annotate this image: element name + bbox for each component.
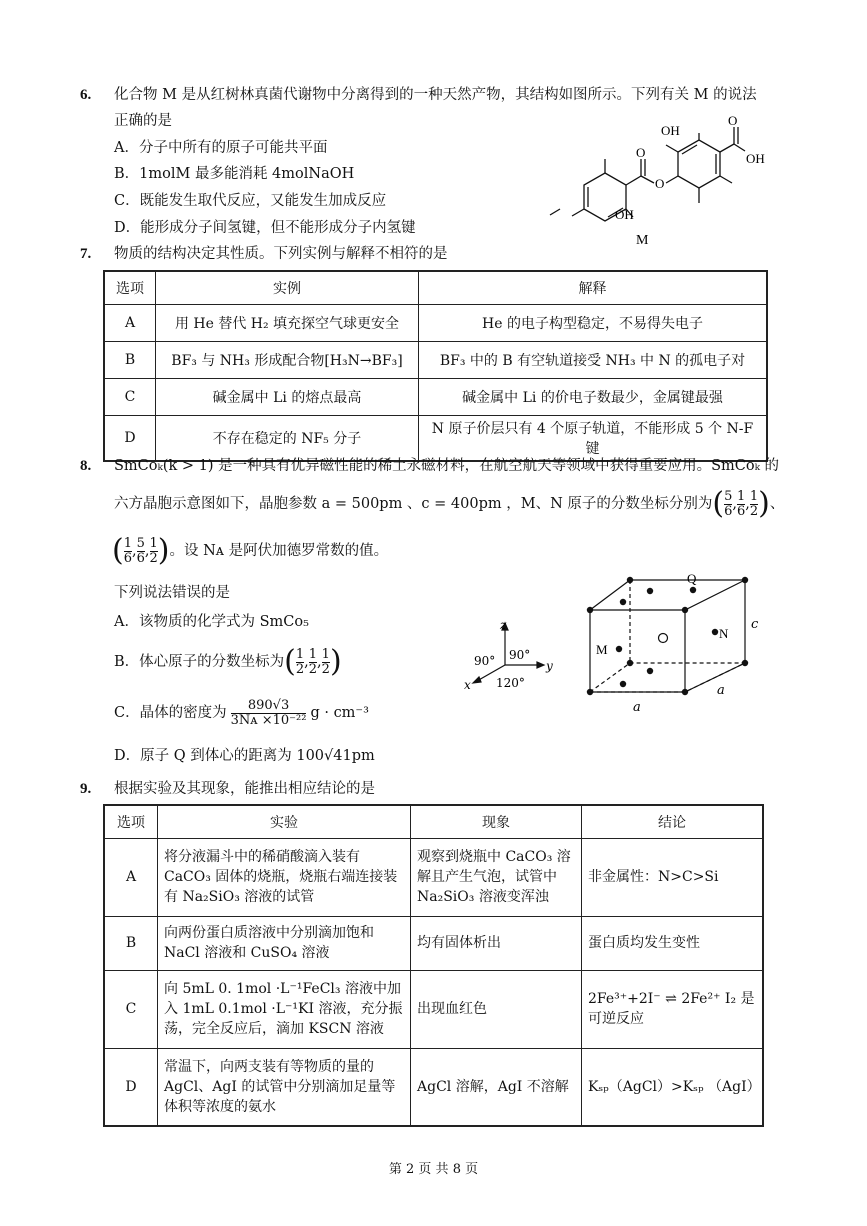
atom-n-label: N [719, 626, 729, 641]
q7-stem: 物质的结构决定其性质。下列实例与解释不相符的是 [114, 246, 448, 262]
compound-m-structure [520, 115, 770, 255]
q8-option-b-text: B．体心原子的分数坐标为 [114, 654, 285, 670]
q9-header-phenomenon: 现象 [411, 805, 582, 838]
q9-row-d-phenomenon: AgCl 溶解，AgI 不溶解 [411, 1048, 582, 1126]
q9-row-b-conclusion: 蛋白质均发生变性 [582, 916, 764, 970]
n-coord-x: $\frac{1}{6}$ [123, 535, 132, 566]
q7-row-d-example: 不存在稳定的 NF₅ 分子 [156, 415, 419, 461]
o-carboxyl-label: O [728, 115, 738, 128]
q8-stem-line3-text: 。设 Nᴀ 是阿伏加德罗常数的值。 [169, 543, 389, 559]
q6-option-a: A．分子中所有的原子可能共平面 [114, 140, 328, 156]
q8-subquestion: 下列说法错误的是 [114, 585, 230, 601]
page-footer: 第 2 页 共 8 页 [388, 1162, 479, 1177]
q7-row-d-option: D [104, 415, 156, 461]
o-ester-carbonyl-label: O [636, 145, 646, 160]
q8-option-d: D．原子 Q 到体心的距离为 100√41pm [114, 748, 375, 764]
angle-xy-label: 120° [496, 676, 525, 690]
q8-stem-line1: SmCoₖ(k > 1) 是一种具有优异磁性能的稀土永磁材料，在航空航天等领域中获得重要应用。SmCoₖ 的 [114, 458, 780, 474]
q9-row-a-phenomenon: 观察到烧瓶中 CaCO₃ 溶解且产生气泡，试管中 Na₂SiO₃ 溶液变浑浊 [411, 838, 582, 916]
q9-row-c-phenomenon: 出现血红色 [411, 970, 582, 1048]
q9-number: 9. [80, 781, 92, 797]
q7-number: 7. [80, 246, 92, 262]
q8-option-b: B．体心原子的分数坐标为( $\frac{1}{2}$ , $\frac{1}{2}$ , $\frac{1}{2}$ ) [114, 644, 342, 679]
q6-stem-line2: 正确的是 [114, 113, 172, 129]
density-unit: g · cm⁻³ [310, 705, 369, 721]
axis-z-label: z [500, 618, 507, 632]
atom-q-label: Q [687, 571, 697, 586]
q9-row-a-experiment: 将分液漏斗中的稀硝酸滴入装有 CaCO₃ 固体的烧瓶，烧瓶右端连接装有 Na₂SiO₃ 溶液的试管 [158, 838, 411, 916]
compound-label: M [636, 233, 649, 248]
body-coord-z: $\frac{1}{2}$ [321, 646, 330, 677]
q7-row-b-explanation: BF₃ 中的 B 有空轨道接受 NH₃ 中 N 的孤电子对 [419, 341, 768, 378]
n-coord-y: $\frac{5}{6}$ [136, 535, 145, 566]
angle-xz-label: 90° [474, 654, 496, 668]
q7-header-option: 选项 [104, 271, 156, 304]
q9-row-b-experiment: 向两份蛋白质溶液中分别滴加饱和 NaCl 溶液和 CuSO₄ 溶液 [158, 916, 411, 970]
q9-row-b-phenomenon: 均有固体析出 [411, 916, 582, 970]
q7-row-c-example: 碱金属中 Li 的熔点最高 [156, 378, 419, 415]
param-c-label: c [751, 617, 759, 632]
q9-row-c-experiment: 向 5mL 0. 1mol ·L⁻¹FeCl₃ 溶液中加入 1mL 0.1mol ·L⁻¹KI 溶液，充分振荡，完全反应后，滴加 KSCN 溶液 [158, 970, 411, 1048]
q7-header-example: 实例 [156, 271, 419, 304]
q9-row-a-conclusion: 非金属性：N>C>Si [582, 838, 764, 916]
q9-table [103, 804, 764, 1127]
q8-stem-line3: ( $\frac{1}{6}$ , $\frac{5}{6}$ , $\frac{1}{2}$ )。设 Nᴀ 是阿伏加德罗常数的值。 [112, 533, 389, 568]
oh-bottom-label: OH [615, 207, 634, 222]
q9-row-d-option: D [104, 1048, 158, 1126]
m-coord-y: $\frac{1}{6}$ [737, 488, 746, 519]
q7-row-a-explanation: He 的电子构型稳定，不易得失电子 [419, 304, 768, 341]
body-coord-x: $\frac{1}{2}$ [295, 646, 305, 677]
q7-row-c-option: C [104, 378, 156, 415]
oh-right-label: OH [746, 151, 765, 166]
q9-header-experiment: 实验 [158, 805, 411, 838]
q8-option-c-text: C．晶体的密度为 [114, 705, 227, 721]
q6-option-b: B．1molM 最多能消耗 4molNaOH [114, 166, 355, 182]
q6-option-d: D．能形成分子间氢键，但不能形成分子内氢键 [114, 220, 416, 236]
q6-number: 6. [80, 87, 92, 103]
q9-header-option: 选项 [104, 805, 158, 838]
q9-row-b-option: B [104, 916, 158, 970]
q8-stem-line2: 六方晶胞示意图如下，晶胞参数 a = 500pm 、c = 400pm ，M、N 原子的分数坐标分别为( $\frac{5}{6}$ , $\frac{1}{6}$ , $\frac{1}{2}$ )、 [114, 486, 785, 521]
q8-number: 8. [80, 458, 92, 474]
q9-stem: 根据实验及其现象，能推出相应结论的是 [114, 781, 375, 797]
q7-header-explanation: 解释 [419, 271, 768, 304]
param-a-label-2: a [717, 683, 725, 698]
axes-diagram [460, 615, 570, 695]
n-coord-z: $\frac{1}{2}$ [149, 535, 158, 566]
q9-row-c-conclusion: 2Fe³⁺+2I⁻ ⇌ 2Fe²⁺ I₂ 是可逆反应 [582, 970, 764, 1048]
oh-top-label: OH [661, 123, 680, 138]
q8-stem-line2-text: 六方晶胞示意图如下，晶胞参数 a = 500pm 、c = 400pm ，M、N 原子的分数坐标分别为 [114, 496, 713, 512]
angle-yz-label: 90° [509, 648, 531, 662]
axis-x-label: x [464, 678, 471, 692]
q7-row-b-example: BF₃ 与 NH₃ 形成配合物[H₃N→BF₃] [156, 341, 419, 378]
q9-header-conclusion: 结论 [582, 805, 764, 838]
m-coord-z: $\frac{1}{2}$ [749, 488, 759, 519]
q6-stem-line1: 化合物 M 是从红树林真菌代谢物中分离得到的一种天然产物，其结构如图所示。下列有关 M 的说法 [114, 87, 757, 103]
q7-row-c-explanation: 碱金属中 Li 的价电子数最少，金属键最强 [419, 378, 768, 415]
q9-row-d-experiment: 常温下，向两支装有等物质的量的 AgCl、AgI 的试管中分别滴加足量等体积等浓度的氨水 [158, 1048, 411, 1126]
axis-y-label: y [546, 659, 553, 673]
q9-row-a-option: A [104, 838, 158, 916]
body-coord-y: $\frac{1}{2}$ [308, 646, 318, 677]
q8-option-c [114, 693, 369, 733]
atom-m-label: M [596, 642, 608, 657]
density-fraction: $\frac{890√3}{\text{3Nᴀ ×10⁻²²}}$ [230, 697, 307, 728]
q9-row-c-option: C [104, 970, 158, 1048]
q7-row-b-option: B [104, 341, 156, 378]
param-a-label-1: a [633, 700, 641, 715]
q7-row-a-option: A [104, 304, 156, 341]
q6-option-c: C．既能发生取代反应，又能发生加成反应 [114, 193, 387, 209]
q7-row-d-explanation: N 原子价层只有 4 个原子轨道，不能形成 5 个 N-F 键 [419, 415, 768, 461]
m-coord-x: $\frac{5}{6}$ [724, 488, 733, 519]
o-ester-label: O [655, 176, 665, 191]
q9-row-d-conclusion: Kₛₚ（AgCl）>Kₛₚ （AgI） [582, 1048, 764, 1126]
hexagonal-unit-cell [575, 570, 765, 720]
q7-table [103, 270, 768, 462]
q7-row-a-example: 用 He 替代 H₂ 填充探空气球更安全 [156, 304, 419, 341]
q8-option-a: A．该物质的化学式为 SmCo₅ [114, 614, 309, 630]
